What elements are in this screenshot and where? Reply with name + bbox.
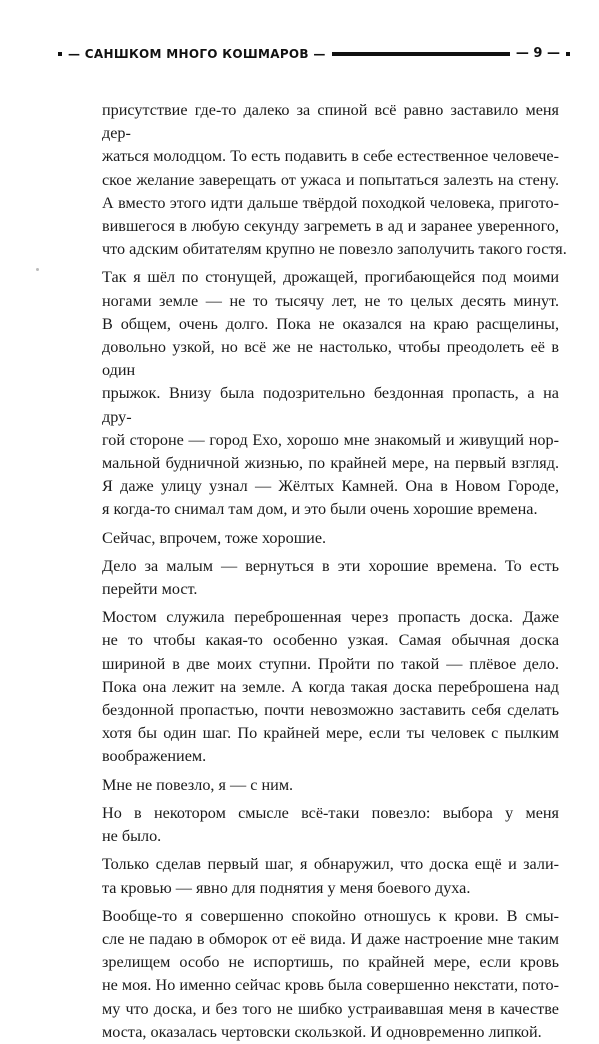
paragraph <box>102 527 559 550</box>
paragraph <box>102 853 559 899</box>
text-line: не то чтобы какая-то особенно узкая. Самая обычная доска <box>102 631 559 650</box>
text-line: Пока она лежит на земле. А когда такая доска переброшена над <box>102 677 559 696</box>
text-line: Только сделав первый шаг, я обнаружил, что доска ещё и зали- <box>102 855 559 874</box>
paragraph <box>102 606 559 768</box>
text-line: Я даже улицу узнал — Жёлтых Камней. Она в Новом Городе, <box>102 477 559 496</box>
text-line: Но в некотором смысле всё-таки повезло: выбора у меня <box>102 803 559 822</box>
text-line: ногами земле — не то тысячу лет, не то целых десять минут. <box>102 291 559 310</box>
text-line: не моя. Но именно сейчас кровь была совершенно некстати, пото- <box>102 976 559 995</box>
paragraph <box>102 774 559 797</box>
text-line: му что доска, и без того не шибко устраивавшая меня в качестве <box>102 999 559 1018</box>
text-line: Так я шёл по стонущей, дрожащей, прогибающейся под моими <box>102 268 559 287</box>
text-line: Сейчас, впрочем, тоже хорошие. <box>102 528 327 547</box>
text-line: вившегося в любую секунду загреметь в ад и заранее уверенного, <box>102 217 559 236</box>
text-line: мальной будничной жизнью, по крайней мере, на первый взгляд. <box>102 454 559 473</box>
text-line: что адским обитателям крупно не повезло заполучить такого гостя. <box>102 240 567 259</box>
text-line: Мне не повезло, я — с ним. <box>102 775 294 794</box>
text-line: прыжок. Внизу была подозрительно бездонная пропасть, а на дру- <box>102 384 559 426</box>
page-number: — 9 — <box>510 43 566 65</box>
text-line: Дело за малым — вернуться в эти хорошие времена. То есть <box>102 556 559 575</box>
paragraph <box>102 266 559 521</box>
scan-speck <box>36 268 39 271</box>
running-header <box>58 43 570 65</box>
paragraph <box>102 905 559 1044</box>
paragraph <box>102 555 559 601</box>
text-line: воображением. <box>102 747 207 766</box>
text-line: сле не падаю в обморок от её вида. И даже настроение мне таким <box>102 929 559 948</box>
text-line: я когда-то снимал там дом, и это были очень хорошие времена. <box>102 500 538 519</box>
paragraph <box>102 802 559 848</box>
text-line: Мостом служила переброшенная через пропасть доска. Даже <box>102 608 559 627</box>
paragraph <box>102 99 567 261</box>
text-line: шириной в две моих ступни. Пройти по такой — плёвое дело. <box>102 654 559 673</box>
text-line: Вообще-то я совершенно спокойно отношусь к крови. В смы- <box>102 906 559 925</box>
text-line: та кровью — явно для поднятия у меня боевого духа. <box>102 878 471 897</box>
text-line: гой стороне — город Ехо, хорошо мне знакомый и живущий нор- <box>102 430 559 449</box>
page-body <box>102 99 567 1044</box>
text-line: моста, оказалась чертовски скользкой. И одновременно липкой. <box>102 1022 542 1041</box>
text-line: В общем, очень долго. Пока не оказался на краю расщелины, <box>102 314 559 333</box>
text-line: присутствие где-то далеко за спиной всё равно заставило меня дер- <box>102 101 559 143</box>
text-line: жаться молодцом. То есть подавить в себе естественное человече- <box>102 147 559 166</box>
book-title: — САНШКОМ МНОГО КОШМАРОВ — <box>62 43 332 65</box>
text-line: хотя бы один шаг. По крайней мере, если ты человек с пылким <box>102 724 559 743</box>
text-line: перейти мост. <box>102 580 198 599</box>
text-line: ское желание заверещать от ужаса и попытаться залезть на стену. <box>102 170 559 189</box>
text-line: зрелищем особо не испортишь, по крайней мере, если кровь <box>102 953 559 972</box>
text-line: не было. <box>102 827 162 846</box>
text-line: довольно узкой, но всё же не настолько, чтобы преодолеть её в один <box>102 338 559 380</box>
text-line: бездонной пропастью, почти невозможно заставить себя сделать <box>102 701 559 720</box>
text-line: А вместо этого идти дальше твёрдой походкой человека, пригото- <box>102 193 559 212</box>
